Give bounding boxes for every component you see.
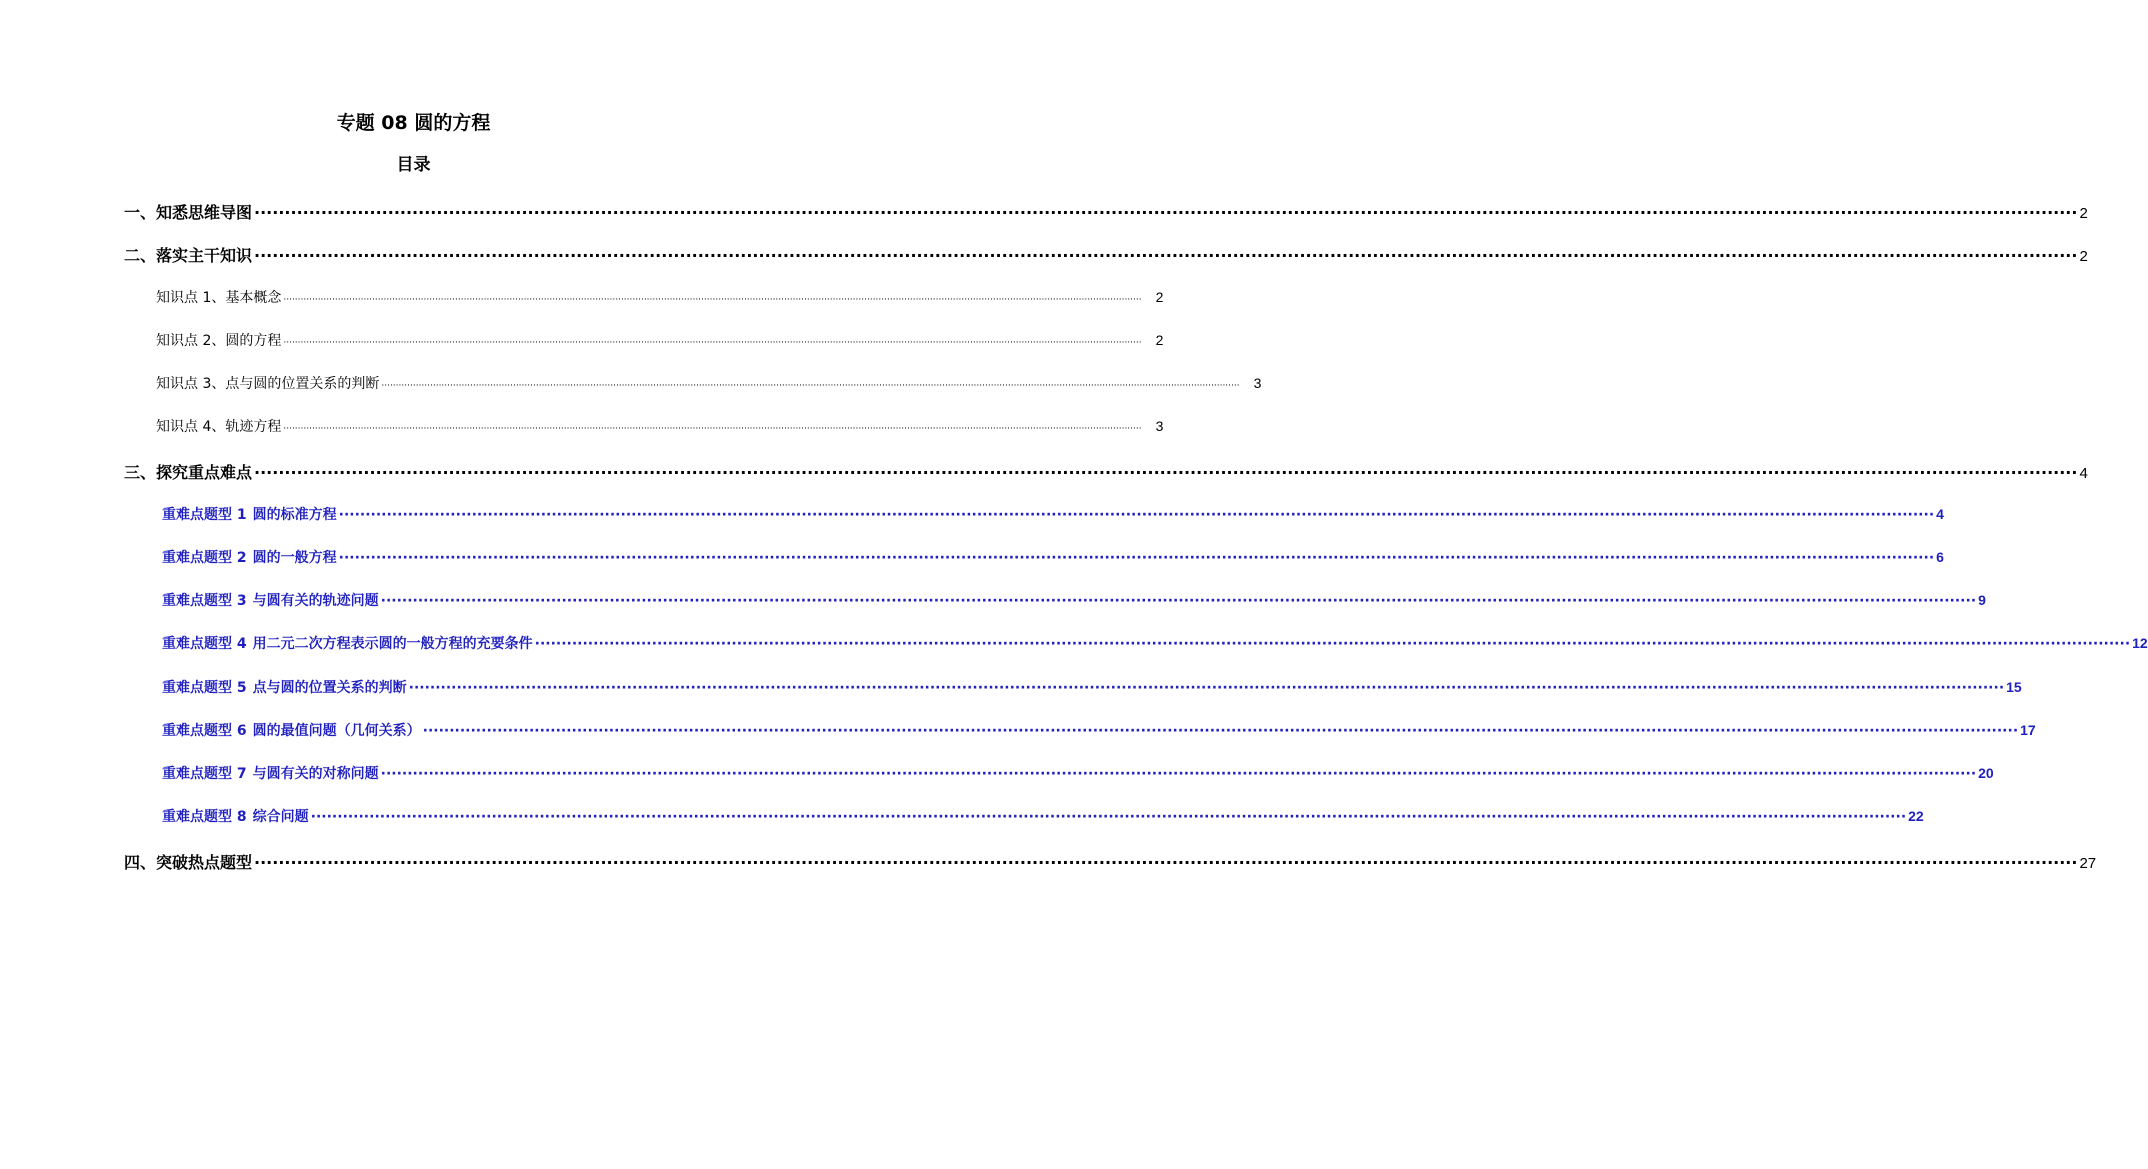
- toc-entry-label: 知识点 1、基本概念: [156, 290, 282, 306]
- toc-entry-knowledge-1[interactable]: [156, 287, 1164, 307]
- toc-leader-dots: ············································································································································································································································································································: [254, 853, 2078, 872]
- toc-page-number: 2: [2079, 205, 2088, 222]
- toc-entry-text: 与圆有关的对称问题: [252, 766, 379, 782]
- toc-entry-label: 重难点题型 4: [162, 636, 247, 652]
- toc-entry-section-4[interactable]: [124, 850, 2097, 873]
- toc-page-number: 4: [1936, 506, 1944, 522]
- toc-page-number: 4: [2079, 465, 2088, 482]
- toc-page-number: 3: [1253, 375, 1262, 391]
- toc-entry-label: 重难点题型 6: [162, 723, 247, 739]
- toc-page-number: 9: [1978, 592, 1986, 608]
- toc-page-number: 3: [1155, 418, 1164, 434]
- toc-page-number: 2: [2079, 248, 2088, 265]
- toc-entry-knowledge-4[interactable]: [156, 416, 1164, 436]
- toc-page-number: 2: [1155, 332, 1164, 348]
- toc-entry-label: 知识点 3、点与圆的位置关系的判断: [156, 376, 380, 392]
- toc-leader-dots: ············································································································································································································································································································: [254, 203, 2078, 222]
- toc-entry-topic-7[interactable]: [162, 763, 1994, 783]
- toc-entry-label: 重难点题型 1: [162, 507, 247, 523]
- toc-entry-text: 与圆有关的轨迹问题: [252, 593, 379, 609]
- toc-page-number: 27: [2079, 855, 2097, 872]
- toc-entry-label: 重难点题型 5: [162, 680, 247, 696]
- toc-page-number: 17: [2020, 722, 2036, 738]
- toc-leader-dots: ············································································································································································································································································································: [380, 766, 1977, 782]
- toc-leader-dots: ············································································································································································································································································································: [338, 507, 1935, 523]
- toc-entry-text: 点与圆的位置关系的判断: [252, 680, 407, 696]
- toc-entry-label: 四、突破热点题型: [124, 853, 253, 872]
- toc-entry-section-2[interactable]: [124, 243, 2088, 266]
- toc-entry-label: 三、探究重点难点: [124, 463, 253, 482]
- toc-page-number: 2: [1155, 289, 1164, 305]
- toc-entry-label: 重难点题型 7: [162, 766, 247, 782]
- toc-leader-dots: ············································································································································································································································································································: [254, 463, 2078, 482]
- toc-leader-dots: ············································································································································································································································································································: [380, 593, 1977, 609]
- toc-entry-text: 圆的标准方程: [252, 507, 337, 523]
- toc-entry-label: 重难点题型 2: [162, 550, 247, 566]
- toc-entry-knowledge-3[interactable]: [156, 373, 1262, 393]
- toc-entry-text: 用二元二次方程表示圆的一般方程的充要条件: [252, 636, 533, 652]
- toc-entry-topic-6[interactable]: [162, 720, 2036, 740]
- toc-entry-label: 知识点 4、轨迹方程: [156, 419, 282, 435]
- toc-page-number: 22: [1908, 808, 1924, 824]
- toc-entry-label: 二、落实主干知识: [124, 246, 253, 265]
- toc-heading: 目录: [396, 155, 431, 175]
- toc-leader-dots: ············································································································································································································································································································: [283, 338, 1142, 348]
- toc-leader-dots: ············································································································································································································································································································: [534, 636, 2131, 652]
- toc-entry-topic-4[interactable]: [162, 633, 2148, 653]
- toc-entry-text: 圆的最值问题（几何关系）: [252, 723, 421, 739]
- toc-entry-label: 重难点题型 3: [162, 593, 247, 609]
- toc-entry-topic-1[interactable]: [162, 504, 1944, 524]
- toc-entry-topic-8[interactable]: [162, 806, 1924, 826]
- toc-page-number: 6: [1936, 549, 1944, 565]
- toc-leader-dots: ············································································································································································································································································································: [408, 680, 2005, 696]
- toc-page-number: 20: [1978, 765, 1994, 781]
- toc-entry-topic-5[interactable]: [162, 677, 2022, 697]
- toc-leader-dots: ············································································································································································································································································································: [381, 381, 1240, 391]
- toc-entry-text: 圆的一般方程: [252, 550, 337, 566]
- toc-entry-topic-3[interactable]: [162, 590, 1986, 610]
- document-title: 专题 08 圆的方程: [336, 112, 491, 134]
- toc-entry-section-3[interactable]: [124, 460, 2088, 483]
- toc-leader-dots: ············································································································································································································································································································: [338, 550, 1935, 566]
- toc-page-number: 15: [2006, 679, 2022, 695]
- toc-leader-dots: ············································································································································································································································································································: [422, 723, 2019, 739]
- toc-leader-dots: ············································································································································································································································································································: [283, 424, 1142, 434]
- toc-page-number: 12: [2132, 635, 2148, 651]
- toc-leader-dots: ············································································································································································································································································································: [283, 295, 1142, 305]
- toc-entry-label: 重难点题型 8: [162, 809, 247, 825]
- toc-entry-label: 知识点 2、圆的方程: [156, 333, 282, 349]
- toc-entry-text: 综合问题: [252, 809, 309, 825]
- toc-entry-topic-2[interactable]: [162, 547, 1944, 567]
- toc-entry-section-1[interactable]: [124, 200, 2088, 223]
- toc-entry-knowledge-2[interactable]: [156, 330, 1164, 350]
- toc-leader-dots: ············································································································································································································································································································: [310, 809, 1907, 825]
- toc-leader-dots: ············································································································································································································································································································: [254, 246, 2078, 265]
- toc-entry-label: 一、知悉思维导图: [124, 203, 253, 222]
